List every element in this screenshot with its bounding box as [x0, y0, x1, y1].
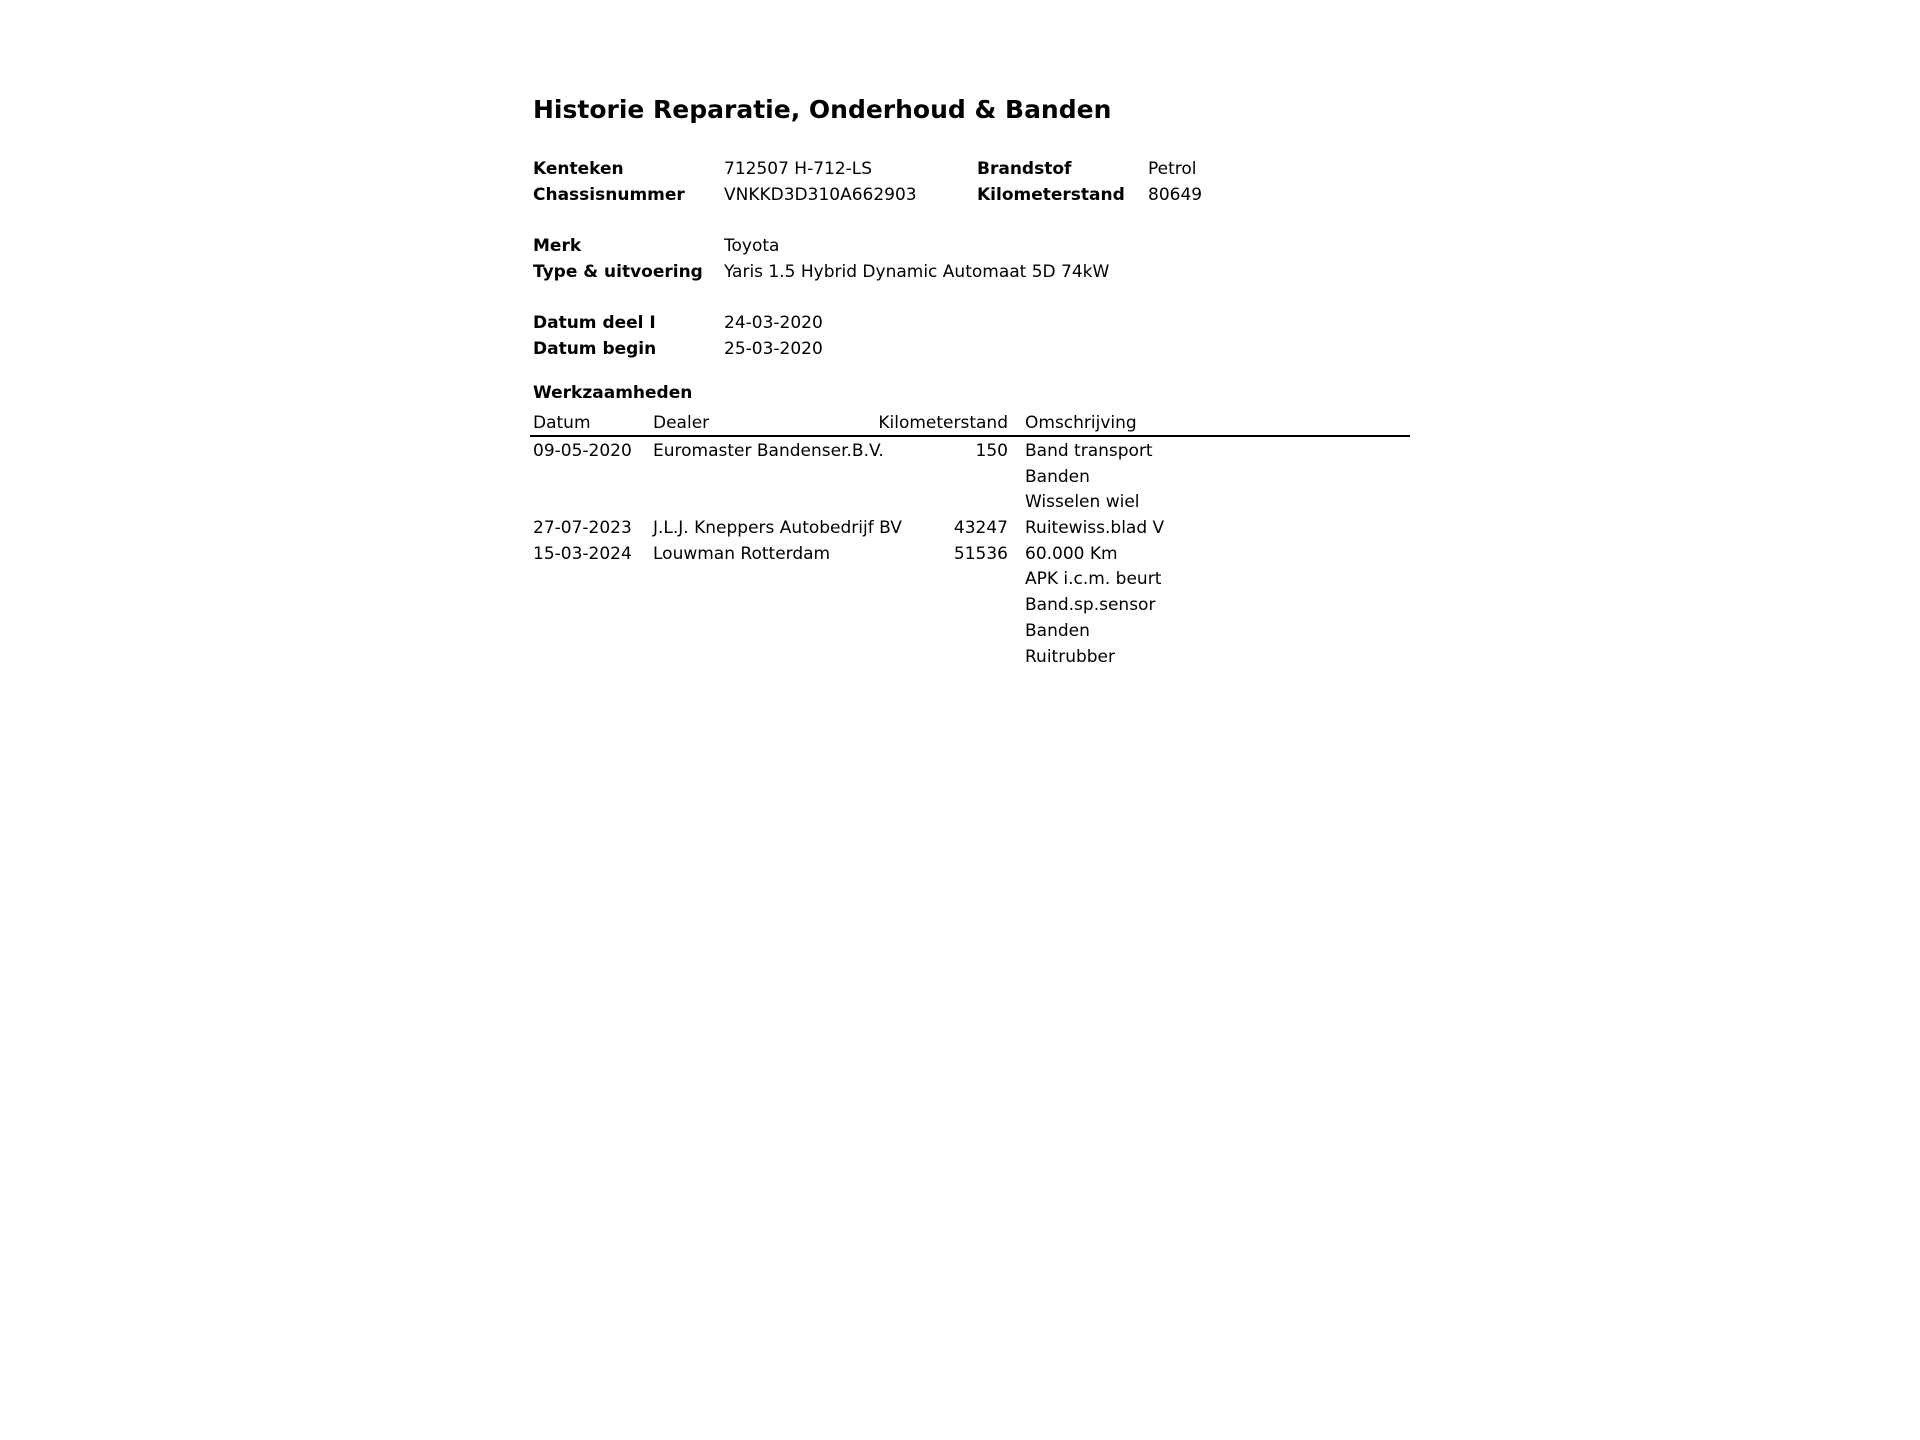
table-row	[533, 567, 1413, 593]
header-dealer: Dealer	[653, 413, 710, 433]
table-row	[533, 645, 1413, 671]
row-km: 51536	[953, 543, 1008, 564]
table-row	[533, 516, 1413, 542]
info-row-type	[533, 260, 1413, 284]
row-date: 15-03-2024	[533, 543, 632, 564]
row-desc: Banden	[1025, 466, 1090, 487]
info-row-merk	[533, 234, 1413, 258]
section-title-werkzaamheden: Werkzaamheden	[533, 383, 693, 403]
chassis-value: VNKKD3D310A662903	[724, 185, 917, 205]
row-desc: Wisselen wiel	[1025, 492, 1140, 513]
table-body	[533, 439, 1413, 670]
row-date: 09-05-2020	[533, 441, 632, 461]
row-desc: 60.000 Km	[1025, 543, 1118, 564]
row-desc: Band transport	[1025, 441, 1153, 461]
header-datum: Datum	[533, 413, 591, 433]
row-dealer: Louwman Rotterdam	[653, 543, 831, 564]
info-row-datum-begin	[533, 337, 1413, 361]
table-header	[530, 411, 1410, 437]
table-row	[533, 542, 1413, 568]
kenteken-label: Kenteken	[533, 159, 624, 179]
brandstof-value: Petrol	[1148, 159, 1197, 179]
table-row	[533, 465, 1413, 491]
type-value: Yaris 1.5 Hybrid Dynamic Automaat 5D 74kW	[724, 262, 1110, 282]
work-table	[533, 411, 1413, 670]
table-row	[533, 593, 1413, 619]
brandstof-label: Brandstof	[977, 159, 1072, 179]
header-kilometerstand: Kilometerstand	[878, 413, 1008, 433]
info-row-chassis	[533, 183, 1413, 207]
merk-value: Toyota	[724, 236, 780, 256]
table-row	[533, 439, 1413, 465]
info-row-datum-deel	[533, 311, 1413, 335]
type-label: Type & uitvoering	[533, 262, 703, 282]
row-desc: APK i.c.m. beurt	[1025, 569, 1162, 590]
table-row	[533, 619, 1413, 645]
table-row	[533, 490, 1413, 516]
datum-begin-value: 25-03-2020	[724, 339, 823, 359]
kilometerstand-value: 80649	[1148, 185, 1203, 205]
document-page	[533, 0, 1413, 1440]
row-km: 43247	[953, 518, 1008, 539]
row-km: 150	[975, 441, 1008, 461]
merk-label: Merk	[533, 236, 582, 256]
datum-begin-label: Datum begin	[533, 339, 657, 359]
row-date: 27-07-2023	[533, 518, 632, 539]
chassis-label: Chassisnummer	[533, 185, 685, 205]
row-dealer: J.L.J. Kneppers Autobedrijf BV	[653, 518, 902, 539]
header-omschrijving: Omschrijving	[1025, 413, 1137, 433]
kilometerstand-label: Kilometerstand	[977, 185, 1125, 205]
row-desc: Ruitewiss.blad V	[1025, 518, 1165, 539]
datum-deel-value: 24-03-2020	[724, 313, 823, 333]
row-desc: Band.sp.sensor	[1025, 595, 1156, 616]
row-desc: Ruitrubber	[1025, 646, 1116, 667]
datum-deel-label: Datum deel I	[533, 313, 656, 333]
row-desc: Banden	[1025, 620, 1090, 641]
row-dealer: Euromaster Bandenser.B.V.	[653, 441, 884, 461]
page-title: Historie Reparatie, Onderhoud & Banden	[533, 95, 1112, 124]
info-row-kenteken	[533, 157, 1413, 181]
kenteken-value: 712507 H-712-LS	[724, 159, 873, 179]
